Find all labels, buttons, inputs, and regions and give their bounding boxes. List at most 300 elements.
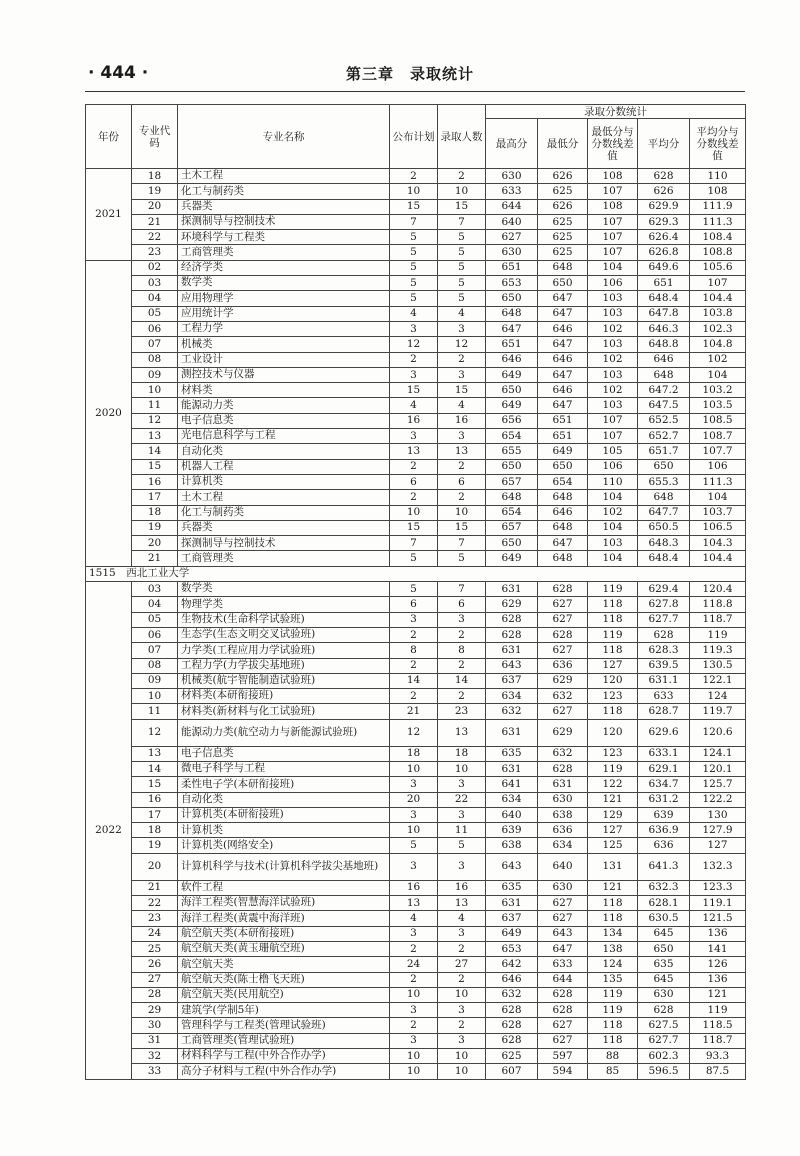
cell-code: 06 <box>132 321 178 336</box>
cell-avg: 635 <box>638 957 690 972</box>
cell-name: 工程力学(力学拔尖基地班) <box>178 658 390 673</box>
table-row <box>86 214 746 229</box>
page-number: · 444 · <box>88 63 149 83</box>
cell-code: 21 <box>132 214 178 229</box>
cell-admitted: 2 <box>438 972 486 987</box>
cell-min: 651 <box>538 429 588 444</box>
cell-avg-diff: 124 <box>690 689 746 704</box>
cell-min: 647 <box>538 306 588 321</box>
cell-min-diff: 122 <box>588 777 638 792</box>
cell-code: 09 <box>132 367 178 382</box>
cell-name: 兵器类 <box>178 520 390 535</box>
cell-plan: 3 <box>390 1033 438 1048</box>
cell-max: 648 <box>486 490 538 505</box>
cell-avg: 631.1 <box>638 673 690 688</box>
cell-code: 23 <box>132 245 178 260</box>
cell-avg-diff: 103.2 <box>690 383 746 398</box>
cell-min: 636 <box>538 658 588 673</box>
cell-max: 630 <box>486 169 538 184</box>
cell-min: 647 <box>538 367 588 382</box>
cell-avg: 629.4 <box>638 582 690 597</box>
cell-min: 647 <box>538 337 588 352</box>
cell-admitted: 2 <box>438 1018 486 1033</box>
table-row <box>86 306 746 321</box>
cell-code: 02 <box>132 260 178 275</box>
table-row <box>86 398 746 413</box>
cell-avg: 648.8 <box>638 337 690 352</box>
cell-admitted: 5 <box>438 291 486 306</box>
cell-avg: 633.1 <box>638 746 690 761</box>
cell-name: 建筑学(学制5年) <box>178 1003 390 1018</box>
cell-avg-diff: 122.1 <box>690 673 746 688</box>
cell-max: 643 <box>486 658 538 673</box>
cell-plan: 18 <box>390 746 438 761</box>
cell-min: 654 <box>538 474 588 489</box>
cell-max: 640 <box>486 214 538 229</box>
cell-admitted: 4 <box>438 398 486 413</box>
cell-admitted: 7 <box>438 582 486 597</box>
cell-name: 高分子材料与工程(中外合作办学) <box>178 1064 390 1079</box>
cell-avg-diff: 141 <box>690 941 746 956</box>
cell-max: 640 <box>486 807 538 822</box>
cell-avg: 626.8 <box>638 245 690 260</box>
cell-admitted: 22 <box>438 792 486 807</box>
cell-min: 647 <box>538 398 588 413</box>
cell-name: 航空航天类(黄玉珊航空班) <box>178 941 390 956</box>
cell-avg: 596.5 <box>638 1064 690 1079</box>
cell-avg: 647.7 <box>638 505 690 520</box>
cell-admitted: 15 <box>438 383 486 398</box>
cell-max: 649 <box>486 398 538 413</box>
cell-max: 649 <box>486 367 538 382</box>
cell-admitted: 2 <box>438 658 486 673</box>
cell-avg-diff: 108 <box>690 184 746 199</box>
cell-avg-diff: 108.5 <box>690 413 746 428</box>
cell-plan: 10 <box>390 823 438 838</box>
cell-avg-diff: 121.5 <box>690 911 746 926</box>
cell-avg: 646.3 <box>638 321 690 336</box>
cell-min-diff: 105 <box>588 444 638 459</box>
cell-admitted: 3 <box>438 926 486 941</box>
cell-name: 化工与制药类 <box>178 505 390 520</box>
cell-code: 22 <box>132 896 178 911</box>
cell-avg-diff: 106 <box>690 459 746 474</box>
table-row <box>86 643 746 658</box>
cell-min: 633 <box>538 957 588 972</box>
cell-min: 650 <box>538 459 588 474</box>
cell-min: 644 <box>538 972 588 987</box>
cell-min: 627 <box>538 704 588 719</box>
cell-plan: 7 <box>390 214 438 229</box>
cell-min: 626 <box>538 169 588 184</box>
cell-code: 21 <box>132 880 178 895</box>
cell-avg-diff: 118.5 <box>690 1018 746 1033</box>
cell-avg: 631.2 <box>638 792 690 807</box>
table-row <box>86 880 746 895</box>
table-row <box>86 987 746 1002</box>
cell-max: 631 <box>486 761 538 776</box>
cell-min: 640 <box>538 853 588 880</box>
cell-name: 工商管理类(管理试验班) <box>178 1033 390 1048</box>
cell-avg: 650 <box>638 941 690 956</box>
cell-avg-diff: 136 <box>690 972 746 987</box>
cell-max: 642 <box>486 957 538 972</box>
table-row <box>86 896 746 911</box>
cell-admitted: 10 <box>438 761 486 776</box>
cell-name: 计算机科学与技术(计算机科学拔尖基地班) <box>178 853 390 880</box>
cell-min-diff: 123 <box>588 746 638 761</box>
cell-avg-diff: 120.6 <box>690 719 746 746</box>
table-row <box>86 627 746 642</box>
cell-name: 电子信息类 <box>178 413 390 428</box>
cell-code: 10 <box>132 383 178 398</box>
cell-max: 654 <box>486 505 538 520</box>
cell-avg: 628.1 <box>638 896 690 911</box>
cell-code: 18 <box>132 823 178 838</box>
cell-min: 594 <box>538 1064 588 1079</box>
cell-max: 632 <box>486 987 538 1002</box>
cell-code: 04 <box>132 597 178 612</box>
cell-min-diff: 138 <box>588 941 638 956</box>
cell-plan: 10 <box>390 184 438 199</box>
table-row <box>86 520 746 535</box>
cell-min: 631 <box>538 777 588 792</box>
cell-avg: 634.7 <box>638 777 690 792</box>
cell-code: 08 <box>132 352 178 367</box>
header-min: 最低分 <box>538 119 588 169</box>
cell-max: 656 <box>486 413 538 428</box>
cell-avg-diff: 130 <box>690 807 746 822</box>
cell-avg: 628 <box>638 169 690 184</box>
table-row <box>86 957 746 972</box>
cell-avg: 626 <box>638 184 690 199</box>
cell-min: 638 <box>538 807 588 822</box>
cell-avg: 630 <box>638 987 690 1002</box>
cell-min: 625 <box>538 214 588 229</box>
table-row <box>86 245 746 260</box>
cell-name: 物理学类 <box>178 597 390 612</box>
cell-plan: 3 <box>390 612 438 627</box>
cell-admitted: 13 <box>438 719 486 746</box>
cell-min: 627 <box>538 597 588 612</box>
cell-plan: 2 <box>390 658 438 673</box>
table-row <box>86 505 746 520</box>
table-row <box>86 1049 746 1064</box>
cell-avg-diff: 102 <box>690 352 746 367</box>
cell-avg-diff: 93.3 <box>690 1049 746 1064</box>
cell-avg: 627.5 <box>638 1018 690 1033</box>
cell-code: 05 <box>132 306 178 321</box>
cell-plan: 2 <box>390 941 438 956</box>
table-row <box>86 291 746 306</box>
cell-plan: 8 <box>390 643 438 658</box>
cell-min-diff: 107 <box>588 429 638 444</box>
cell-code: 32 <box>132 1049 178 1064</box>
cell-plan: 2 <box>390 352 438 367</box>
cell-name: 生物技术(生命科学试验班) <box>178 612 390 627</box>
cell-plan: 5 <box>390 838 438 853</box>
cell-min-diff: 127 <box>588 823 638 838</box>
cell-min: 632 <box>538 689 588 704</box>
cell-avg-diff: 107 <box>690 276 746 291</box>
cell-avg-diff: 104.4 <box>690 291 746 306</box>
cell-min: 627 <box>538 643 588 658</box>
cell-avg: 647.8 <box>638 306 690 321</box>
cell-admitted: 15 <box>438 520 486 535</box>
cell-avg-diff: 103.7 <box>690 505 746 520</box>
cell-min-diff: 107 <box>588 214 638 229</box>
cell-avg-diff: 126 <box>690 957 746 972</box>
table-row <box>86 853 746 880</box>
cell-code: 03 <box>132 582 178 597</box>
table-row <box>86 184 746 199</box>
cell-min-diff: 106 <box>588 276 638 291</box>
cell-avg-diff: 106.5 <box>690 520 746 535</box>
cell-min: 627 <box>538 896 588 911</box>
cell-avg: 629.3 <box>638 214 690 229</box>
cell-admitted: 14 <box>438 673 486 688</box>
header-rule <box>85 91 745 92</box>
cell-avg: 636 <box>638 838 690 853</box>
cell-avg-diff: 108.8 <box>690 245 746 260</box>
cell-min-diff: 118 <box>588 597 638 612</box>
cell-avg: 627.8 <box>638 597 690 612</box>
cell-min-diff: 103 <box>588 367 638 382</box>
cell-min: 629 <box>538 719 588 746</box>
cell-max: 628 <box>486 1033 538 1048</box>
cell-avg: 650.5 <box>638 520 690 535</box>
table-row <box>86 551 746 566</box>
cell-min-diff: 119 <box>588 987 638 1002</box>
cell-avg-diff: 132.3 <box>690 853 746 880</box>
cell-max: 630 <box>486 245 538 260</box>
table-row <box>86 1064 746 1079</box>
table-row <box>86 474 746 489</box>
cell-avg-diff: 123.3 <box>690 880 746 895</box>
cell-admitted: 4 <box>438 306 486 321</box>
cell-plan: 5 <box>390 245 438 260</box>
cell-name: 计算机类(本研衔接班) <box>178 807 390 822</box>
cell-avg-diff: 104 <box>690 367 746 382</box>
cell-min: 634 <box>538 838 588 853</box>
cell-name: 生态学(生态文明交叉试验班) <box>178 627 390 642</box>
cell-avg: 647.2 <box>638 383 690 398</box>
cell-plan: 3 <box>390 853 438 880</box>
header-avg-diff: 平均分与分数线差值 <box>690 119 746 169</box>
cell-max: 627 <box>486 230 538 245</box>
cell-plan: 24 <box>390 957 438 972</box>
cell-plan: 2 <box>390 169 438 184</box>
table-row <box>86 911 746 926</box>
cell-max: 607 <box>486 1064 538 1079</box>
cell-admitted: 5 <box>438 551 486 566</box>
cell-max: 650 <box>486 459 538 474</box>
cell-avg: 648.4 <box>638 291 690 306</box>
cell-code: 16 <box>132 474 178 489</box>
cell-avg-diff: 105.6 <box>690 260 746 275</box>
cell-code: 27 <box>132 972 178 987</box>
cell-max: 644 <box>486 199 538 214</box>
cell-min: 627 <box>538 1018 588 1033</box>
cell-min: 625 <box>538 184 588 199</box>
cell-min-diff: 103 <box>588 337 638 352</box>
cell-code: 14 <box>132 761 178 776</box>
cell-code: 31 <box>132 1033 178 1048</box>
cell-min-diff: 124 <box>588 957 638 972</box>
cell-min-diff: 129 <box>588 807 638 822</box>
cell-min-diff: 118 <box>588 1033 638 1048</box>
table-row <box>86 823 746 838</box>
table-row <box>86 490 746 505</box>
cell-min-diff: 121 <box>588 792 638 807</box>
cell-min: 651 <box>538 413 588 428</box>
cell-max: 634 <box>486 792 538 807</box>
cell-max: 654 <box>486 429 538 444</box>
cell-code: 20 <box>132 853 178 880</box>
table-row <box>86 1033 746 1048</box>
cell-admitted: 2 <box>438 490 486 505</box>
cell-avg: 645 <box>638 972 690 987</box>
table-row <box>86 429 746 444</box>
cell-min-diff: 135 <box>588 972 638 987</box>
cell-plan: 4 <box>390 911 438 926</box>
cell-code: 12 <box>132 413 178 428</box>
table-row <box>86 612 746 627</box>
cell-code: 07 <box>132 643 178 658</box>
cell-avg: 627.7 <box>638 612 690 627</box>
cell-code: 19 <box>132 838 178 853</box>
cell-plan: 21 <box>390 704 438 719</box>
cell-name: 化工与制药类 <box>178 184 390 199</box>
cell-min: 630 <box>538 792 588 807</box>
cell-name: 环境科学与工程类 <box>178 230 390 245</box>
cell-min-diff: 102 <box>588 321 638 336</box>
university-row <box>86 566 746 581</box>
cell-code: 18 <box>132 505 178 520</box>
cell-min-diff: 88 <box>588 1049 638 1064</box>
cell-max: 646 <box>486 972 538 987</box>
cell-name: 工商管理类 <box>178 551 390 566</box>
cell-max: 655 <box>486 444 538 459</box>
cell-avg-diff: 119.7 <box>690 704 746 719</box>
cell-max: 633 <box>486 184 538 199</box>
cell-avg: 628 <box>638 627 690 642</box>
cell-min-diff: 119 <box>588 761 638 776</box>
cell-avg-diff: 127 <box>690 838 746 853</box>
cell-avg-diff: 120.1 <box>690 761 746 776</box>
cell-plan: 2 <box>390 1018 438 1033</box>
cell-min: 648 <box>538 260 588 275</box>
cell-name: 航空航天类(陈士橹飞天班) <box>178 972 390 987</box>
cell-plan: 3 <box>390 807 438 822</box>
cell-avg-diff: 87.5 <box>690 1064 746 1079</box>
cell-min: 627 <box>538 612 588 627</box>
cell-max: 638 <box>486 838 538 853</box>
cell-avg: 627.7 <box>638 1033 690 1048</box>
cell-max: 641 <box>486 777 538 792</box>
cell-name: 兵器类 <box>178 199 390 214</box>
cell-name: 工程力学 <box>178 321 390 336</box>
cell-min: 647 <box>538 291 588 306</box>
cell-admitted: 15 <box>438 199 486 214</box>
cell-name: 应用物理学 <box>178 291 390 306</box>
cell-avg: 641.3 <box>638 853 690 880</box>
cell-plan: 16 <box>390 880 438 895</box>
cell-max: 629 <box>486 597 538 612</box>
cell-avg-diff: 124.1 <box>690 746 746 761</box>
cell-min-diff: 104 <box>588 520 638 535</box>
cell-admitted: 2 <box>438 627 486 642</box>
cell-min: 626 <box>538 199 588 214</box>
cell-name: 土木工程 <box>178 169 390 184</box>
cell-max: 635 <box>486 880 538 895</box>
cell-avg: 648.3 <box>638 536 690 551</box>
cell-admitted: 16 <box>438 413 486 428</box>
cell-min-diff: 119 <box>588 582 638 597</box>
cell-max: 639 <box>486 823 538 838</box>
cell-avg-diff: 120.4 <box>690 582 746 597</box>
cell-name: 计算机类 <box>178 823 390 838</box>
cell-admitted: 13 <box>438 896 486 911</box>
cell-min-diff: 119 <box>588 1003 638 1018</box>
cell-code: 28 <box>132 987 178 1002</box>
cell-name: 土木工程 <box>178 490 390 505</box>
cell-min-diff: 108 <box>588 169 638 184</box>
cell-avg: 629.6 <box>638 719 690 746</box>
cell-min: 628 <box>538 761 588 776</box>
table-row <box>86 169 746 184</box>
cell-code: 23 <box>132 911 178 926</box>
table-row <box>86 926 746 941</box>
cell-plan: 5 <box>390 276 438 291</box>
cell-name: 航空航天类(本研衔接班) <box>178 926 390 941</box>
cell-admitted: 3 <box>438 1033 486 1048</box>
cell-min-diff: 107 <box>588 184 638 199</box>
cell-min: 648 <box>538 520 588 535</box>
cell-admitted: 10 <box>438 987 486 1002</box>
header-avg: 平均分 <box>638 119 690 169</box>
cell-plan: 15 <box>390 520 438 535</box>
cell-avg-diff: 111.3 <box>690 214 746 229</box>
cell-name: 材料科学与工程(中外合作办学) <box>178 1049 390 1064</box>
table-row <box>86 230 746 245</box>
cell-min: 646 <box>538 383 588 398</box>
cell-avg: 652.5 <box>638 413 690 428</box>
cell-avg: 648 <box>638 490 690 505</box>
cell-admitted: 3 <box>438 429 486 444</box>
cell-max: 650 <box>486 536 538 551</box>
cell-code: 29 <box>132 1003 178 1018</box>
cell-name: 能源动力类(航空动力与新能源试验班) <box>178 719 390 746</box>
table-row <box>86 199 746 214</box>
cell-admitted: 10 <box>438 505 486 520</box>
table-row <box>86 383 746 398</box>
table-row <box>86 761 746 776</box>
table-row <box>86 941 746 956</box>
cell-name: 机械类(航宇智能制造试验班) <box>178 673 390 688</box>
cell-code: 18 <box>132 169 178 184</box>
cell-avg-diff: 104.4 <box>690 551 746 566</box>
cell-avg-diff: 119.3 <box>690 643 746 658</box>
cell-avg-diff: 122.2 <box>690 792 746 807</box>
table-row <box>86 260 746 275</box>
cell-plan: 2 <box>390 490 438 505</box>
cell-code: 11 <box>132 398 178 413</box>
cell-name: 海洋工程类(黄震中海洋班) <box>178 911 390 926</box>
cell-admitted: 10 <box>438 184 486 199</box>
cell-name: 柔性电子学(本研衔接班) <box>178 777 390 792</box>
cell-min-diff: 118 <box>588 612 638 627</box>
